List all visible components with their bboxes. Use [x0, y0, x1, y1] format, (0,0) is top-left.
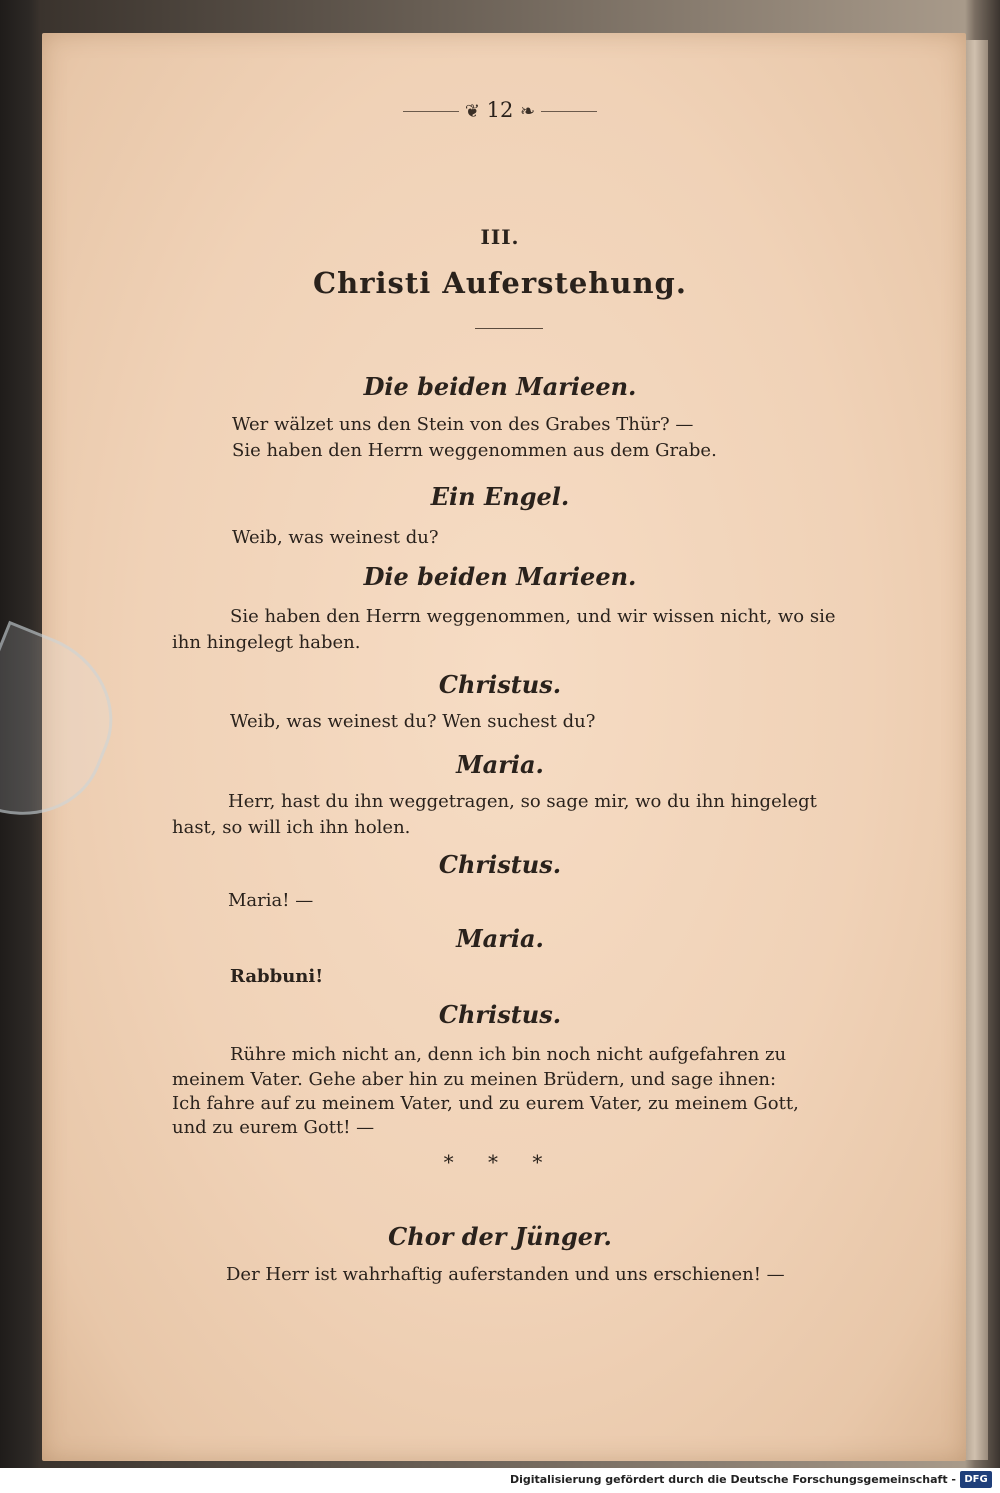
dialogue-line: Ich fahre auf zu meinem Vater, und zu eurem Vater, zu meinem Gott,: [172, 1093, 799, 1114]
dialogue-line: Rabbuni!: [230, 966, 324, 987]
dialogue-line: und zu eurem Gott! —: [172, 1117, 375, 1138]
dialogue-line: Wer wälzet uns den Stein von des Grabes Thür? —: [232, 414, 694, 435]
title-divider: [475, 328, 543, 329]
speaker-heading: Maria.: [456, 750, 544, 779]
act-number: III.: [480, 225, 520, 249]
dialogue-line: hast, so will ich ihn holen.: [172, 817, 411, 838]
dialogue-line: ihn hingelegt haben.: [172, 632, 361, 653]
speaker-heading: Christus.: [438, 850, 562, 879]
dialogue-line: Der Herr ist wahrhaftig auferstanden und uns erschienen! —: [226, 1264, 785, 1285]
dialogue-line: Sie haben den Herrn weggenommen, und wir wissen nicht, wo sie: [230, 606, 836, 627]
dialogue-line: Herr, hast du ihn weggetragen, so sage mir, wo du ihn hingelegt: [228, 791, 817, 812]
speaker-heading: Christus.: [438, 670, 562, 699]
page-title: Christi Auferstehung.: [313, 266, 687, 300]
speaker-heading: Ein Engel.: [430, 482, 570, 511]
speaker-heading: Die beiden Marieen.: [363, 562, 637, 591]
dialogue-line: Weib, was weinest du? Wen suchest du?: [230, 711, 596, 732]
speaker-heading: Chor der Jünger.: [388, 1222, 612, 1251]
dialogue-line: Rühre mich nicht an, denn ich bin noch nicht aufgefahren zu: [230, 1044, 787, 1065]
funding-notice: Digitalisierung gefördert durch die Deutsche Forschungsgemeinschaft -: [509, 1473, 956, 1486]
dialogue-line: Weib, was weinest du?: [232, 527, 439, 548]
ornament-right-icon: ❧: [520, 101, 536, 122]
page-number: 12: [486, 98, 514, 122]
dialogue-line: Sie haben den Herrn weggenommen aus dem Grabe.: [232, 440, 717, 461]
ornament-left-icon: ❦: [464, 101, 480, 122]
footer-bar: [0, 1468, 1000, 1493]
page-header: [0, 98, 1000, 122]
dialogue-line: Maria! —: [228, 890, 314, 911]
dfg-logo: DFG: [960, 1471, 992, 1488]
speaker-heading: Christus.: [438, 1000, 562, 1029]
dialogue-line: meinem Vater. Gehe aber hin zu meinen Brüdern, und sage ihnen:: [172, 1069, 777, 1090]
separator-text: * * *: [443, 1150, 557, 1174]
speaker-heading: Die beiden Marieen.: [363, 372, 637, 401]
speaker-heading: Maria.: [456, 924, 544, 953]
section-separator: [0, 1150, 1000, 1174]
